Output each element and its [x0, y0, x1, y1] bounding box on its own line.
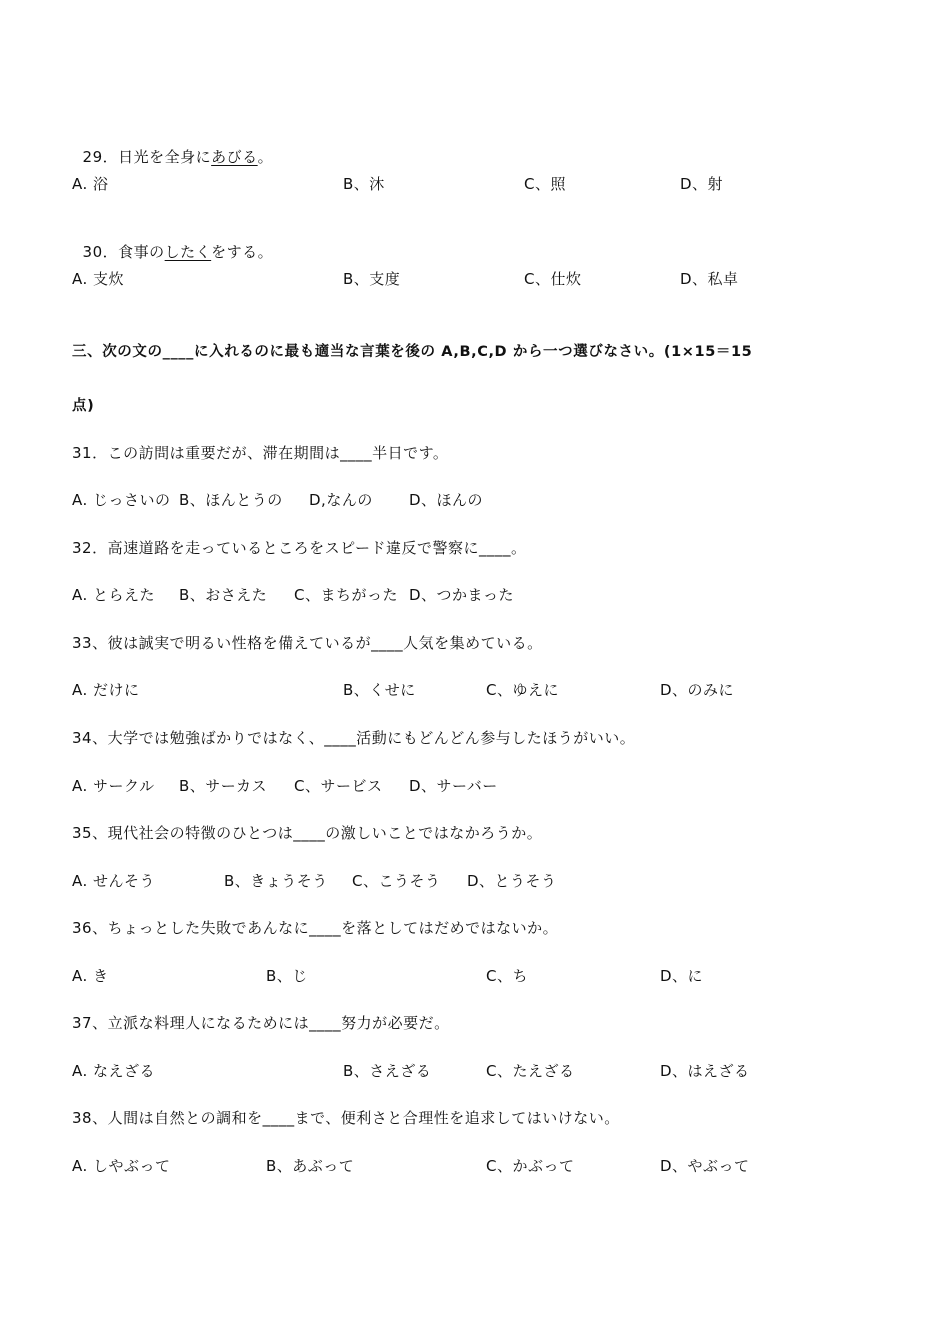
question-33-option-d: D、のみに — [660, 681, 735, 699]
question-37-option-b: B、さえざる — [343, 1062, 432, 1080]
question-38-text: 38、人間は自然との調和を____まで、便利さと合理性を追求してはいけない。 — [72, 1109, 620, 1127]
question-31-option-b: B、ほんとうの — [179, 491, 283, 509]
question-29-text: 29．日光を全身に — [82, 148, 212, 166]
question-29-option-d: D、射 — [680, 175, 724, 193]
question-36-text: 36、ちょっとした失敗であんなに____を落としてはだめではないか。 — [72, 919, 559, 937]
question-36-option-b: B、じ — [266, 967, 308, 985]
question-30 — [72, 222, 273, 262]
question-35-option-c: C、こうそう — [352, 872, 441, 890]
section-3-heading-continued: 点) — [72, 398, 95, 414]
question-37-option-c: C、たえざる — [486, 1062, 575, 1080]
question-37-text: 37、立派な料理人になるためには____努力が必要だ。 — [72, 1014, 450, 1032]
question-38-option-d: D、やぶって — [660, 1157, 750, 1175]
question-33-option-b: B、くせに — [343, 681, 416, 699]
question-30-option-c: C、仕炊 — [524, 270, 582, 288]
question-35-option-d: D、とうそう — [467, 872, 557, 890]
question-30-option-b: B、支度 — [343, 270, 401, 288]
question-31-text: 31．この訪問は重要だが、滞在期間は____半日です。 — [72, 444, 449, 462]
question-32-option-b: B、おさえた — [179, 586, 268, 604]
question-38-option-b: B、あぶって — [266, 1157, 355, 1175]
question-37-option-d: D、はえざる — [660, 1062, 750, 1080]
question-34-option-a: A. サークル — [72, 777, 155, 795]
question-38-option-c: C、かぶって — [486, 1157, 575, 1175]
question-35-text: 35、現代社会の特徴のひとつは____の激しいことではなかろうか。 — [72, 824, 543, 842]
question-34-option-b: B、サーカス — [179, 777, 267, 795]
question-32-text: 32．高速道路を走っているところをスピード違反で警察に____。 — [72, 539, 527, 557]
question-36-option-d: D、に — [660, 967, 704, 985]
question-34-option-c: C、サービス — [294, 777, 383, 795]
question-29-option-a: A. 浴 — [72, 175, 109, 193]
question-35-option-a: A. せんそう — [72, 872, 156, 890]
question-33-option-a: A. だけに — [72, 681, 140, 699]
question-30-option-d: D、私卓 — [680, 270, 739, 288]
section-3-heading: 三、次の文の____に入れるのに最も適当な言葉を後の A,B,C,D から一つ選びなさい。(1×15＝15 — [72, 344, 753, 360]
question-34-text: 34、大学では勉強ばかりではなく、____活動にもどんどん参与したほうがいい。 — [72, 729, 636, 747]
question-30-option-a: A. 支炊 — [72, 270, 125, 288]
question-33-option-c: C、ゆえに — [486, 681, 559, 699]
question-36-option-c: C、ち — [486, 967, 528, 985]
question-36-option-a: A. き — [72, 967, 109, 985]
question-31-option-c: D,なんの — [309, 491, 373, 509]
question-29 — [72, 127, 273, 167]
question-30-text: 30．食事の — [82, 243, 165, 261]
question-34-option-d: D、サーバー — [409, 777, 498, 795]
question-32-option-d: D、つかまった — [409, 586, 515, 604]
question-37-option-a: A. なえざる — [72, 1062, 156, 1080]
question-31-option-d: D、ほんの — [409, 491, 484, 509]
question-30-text-end: をする。 — [211, 243, 274, 261]
question-29-option-c: C、照 — [524, 175, 566, 193]
question-33-text: 33、彼は誠実で明るい性格を備えているが____人気を集めている。 — [72, 634, 543, 652]
question-35-option-b: B、きょうそう — [224, 872, 328, 890]
question-29-option-b: B、沐 — [343, 175, 385, 193]
question-29-text-end: 。 — [257, 148, 274, 166]
question-31-option-a: A. じっさいの — [72, 491, 171, 509]
question-29-underlined-word: あびる — [211, 148, 258, 166]
question-32-option-c: C、まちがった — [294, 586, 398, 604]
question-32-option-a: A. とらえた — [72, 586, 156, 604]
question-38-option-a: A. しやぶって — [72, 1157, 171, 1175]
question-30-underlined-word: したく — [164, 243, 212, 261]
